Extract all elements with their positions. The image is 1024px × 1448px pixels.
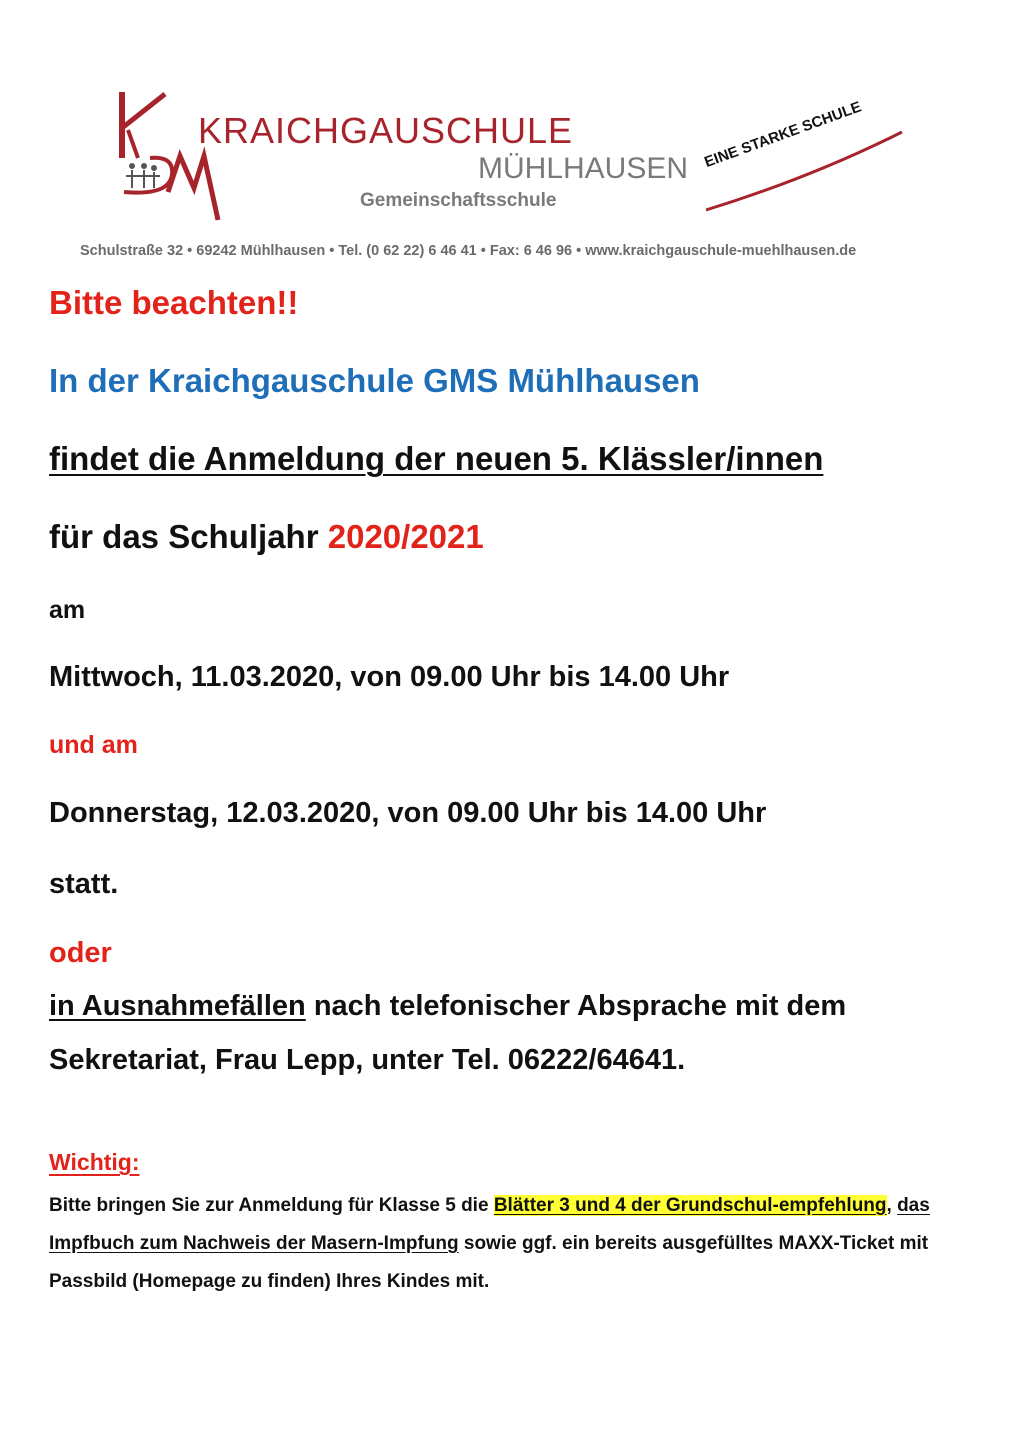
highlighted-requirement: Blätter 3 und 4 der Grundschul-empfehlung <box>493 1195 887 1216</box>
und-am-label: und am <box>49 731 138 759</box>
year-line <box>49 518 484 556</box>
event-line: findet die Anmeldung der neuen 5. Klässler/innen <box>49 440 824 477</box>
notice-heading: Bitte beachten!! <box>49 284 299 321</box>
important-text <box>49 1187 984 1301</box>
contact-line: Sekretariat, Frau Lepp, unter Tel. 06222/64641. <box>49 1044 686 1076</box>
exception-line <box>49 990 846 1023</box>
school-logo <box>110 88 910 233</box>
address-line: Schulstraße 32 • 69242 Mühlhausen • Tel. (0 62 22) 6 46 41 • Fax: 6 46 96 • www.kraichgauschule-muehlhausen.de <box>80 243 857 259</box>
important-text-2: , <box>886 1195 898 1216</box>
statt-label: statt. <box>49 868 119 900</box>
exception-underlined: in Ausnahmefällen <box>49 990 306 1022</box>
school-type: Gemeinschaftsschule <box>360 190 557 211</box>
vaccination-requirement: das Impfbuch zum Nachweis der Masern-Impfung <box>49 1195 930 1254</box>
year-prefix: für das Schuljahr <box>49 518 319 555</box>
important-text-3: sowie ggf. ein bereits ausgefülltes MAXX-Ticket mit Passbild (Homepage zu finden) Ihres Kindes mit. <box>49 1233 929 1292</box>
school-line: In der Kraichgauschule GMS Mühlhausen <box>49 362 700 399</box>
date-2: Donnerstag, 12.03.2020, von 09.00 Uhr bis 14.00 Uhr <box>49 797 767 829</box>
school-year: 2020/2021 <box>327 518 484 555</box>
important-label: Wichtig: <box>49 1149 140 1175</box>
slogan: EINE STARKE SCHULE <box>702 98 864 171</box>
date-1: Mittwoch, 11.03.2020, von 09.00 Uhr bis 14.00 Uhr <box>49 661 730 693</box>
school-name: KRAICHGAUSCHULE <box>198 110 574 151</box>
am-label: am <box>49 596 86 624</box>
oder-label: oder <box>49 937 112 969</box>
exception-rest: nach telefonischer Absprache mit dem <box>305 990 847 1022</box>
school-town: MÜHLHAUSEN <box>478 152 689 185</box>
important-text-1: Bitte bringen Sie zur Anmeldung für Klasse 5 die <box>49 1195 494 1216</box>
